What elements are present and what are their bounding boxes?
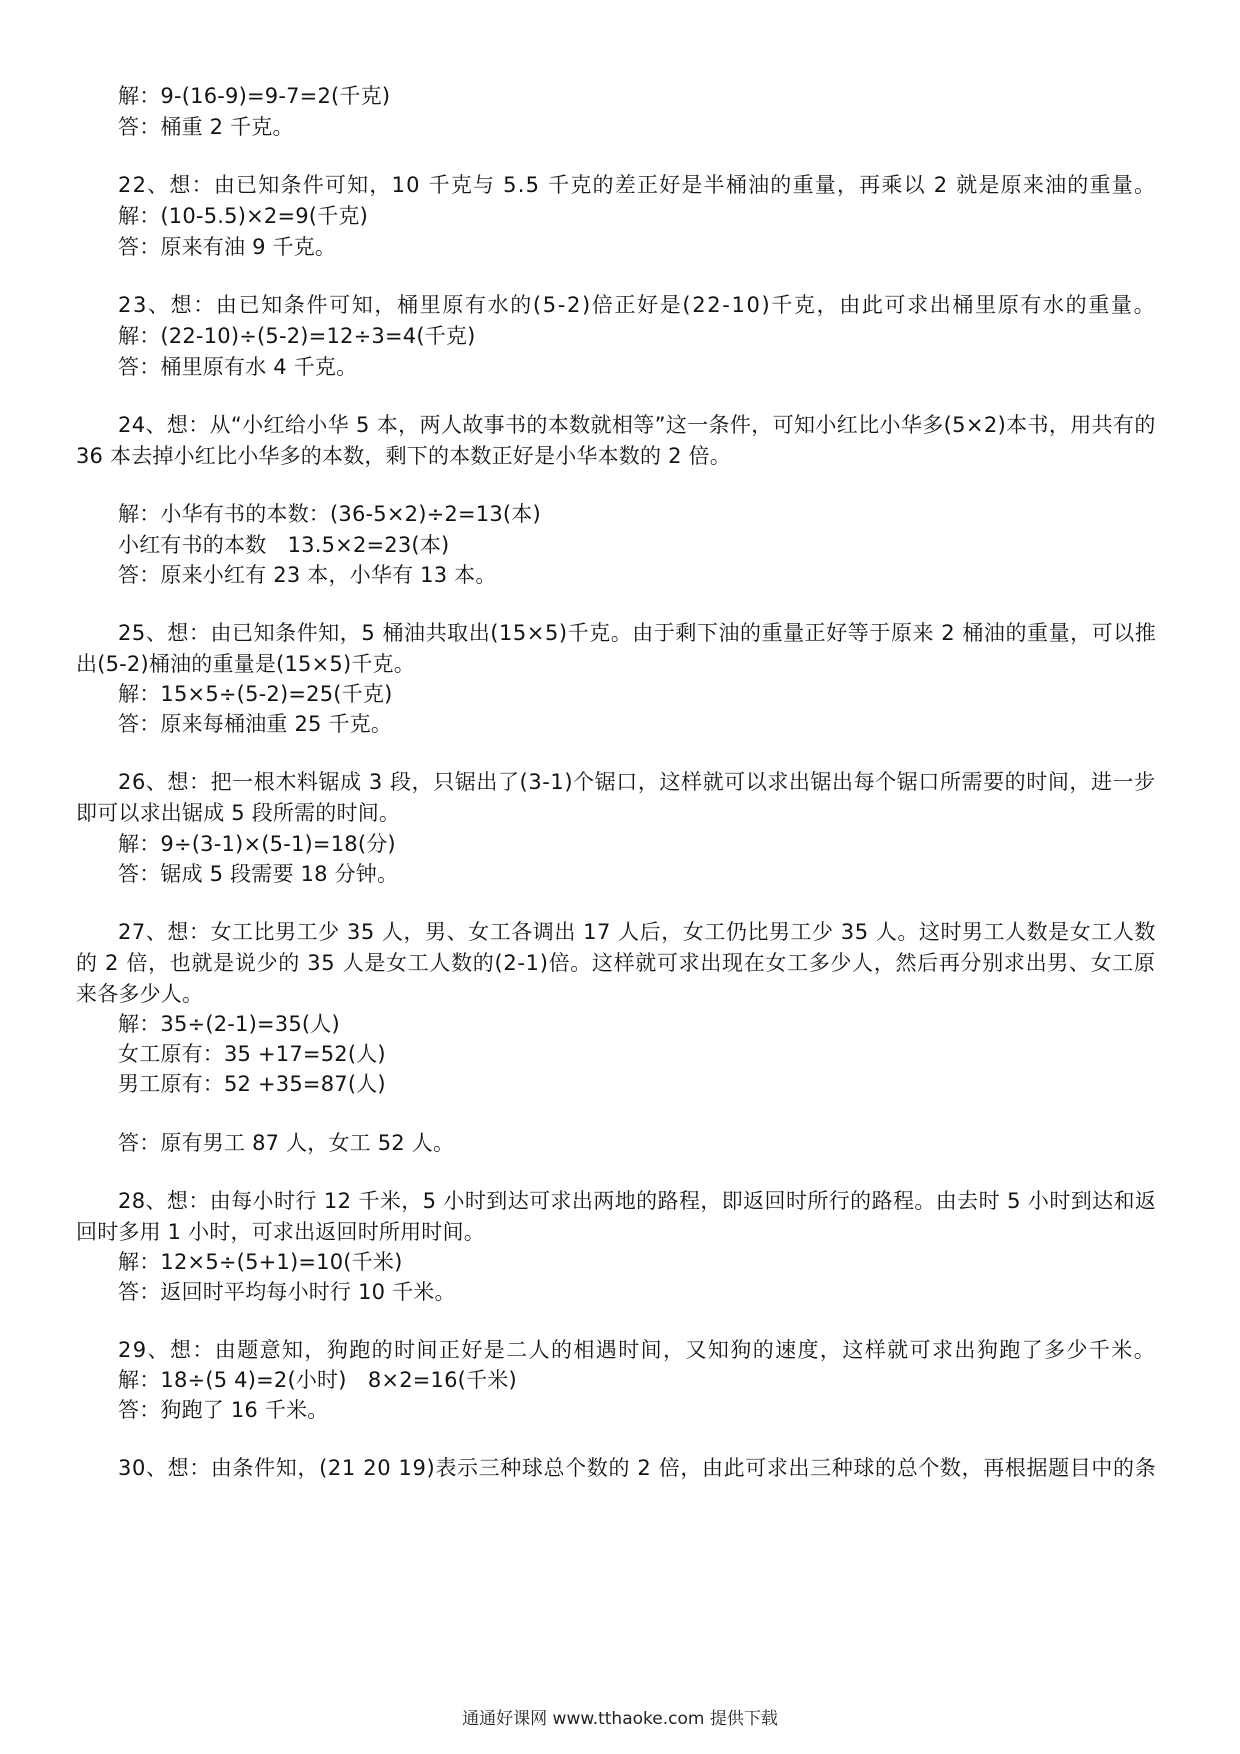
text-line: 36 本去掉小红比小华多的本数，剩下的本数正好是小华本数的 2 倍。	[76, 444, 731, 468]
text-line: 答：原来小红有 23 本，小华有 13 本。	[118, 563, 497, 587]
text-line: 25、想：由已知条件知，5 桶油共取出(15×5)千克。由于剩下油的重量正好等于原来 2 桶油的重量，可以推	[118, 621, 1157, 645]
text-line: 26、想：把一根木料锯成 3 段，只锯出了(3-1)个锯口，这样就可以求出锯出每个锯口所需要的时间，进一步	[118, 770, 1156, 794]
text-line: 解：12×5÷(5+1)=10(千米)	[118, 1250, 403, 1274]
text-line: 答：原来有油 9 千克。	[118, 235, 337, 259]
text-line: 回时多用 1 小时，可求出返回时所用时间。	[76, 1220, 485, 1244]
text-line: 答：返回时平均每小时行 10 千米。	[118, 1280, 456, 1304]
text-line: 24、想：从“小红给小华 5 本，两人故事书的本数就相等”这一条件，可知小红比小华多(5×2)本书，用共有的	[118, 413, 1156, 437]
text-line: 解：18÷(5 4)=2(小时) 8×2=16(千米)	[118, 1368, 517, 1392]
text-line: 解：(10-5.5)×2=9(千克)	[118, 204, 368, 228]
text-line: 女工原有：35 +17=52(人)	[118, 1042, 386, 1066]
page-footer: 通通好课网 www.tthaoke.com 提供下载	[462, 1709, 778, 1729]
text-line: 解：(22-10)÷(5-2)=12÷3=4(千克)	[118, 324, 476, 348]
text-line: 解：15×5÷(5-2)=25(千克)	[118, 682, 393, 706]
text-line: 答：桶里原有水 4 千克。	[118, 355, 358, 379]
text-line: 30、想：由条件知，(21 20 19)表示三种球总个数的 2 倍，由此可求出三种球的总个数，再根据题目中的条	[118, 1456, 1157, 1480]
text-line: 23、想：由已知条件可知，桶里原有水的(5-2)倍正好是(22-10)千克，由此可求出桶里原有水的重量。	[118, 293, 1157, 317]
text-line: 答：原来每桶油重 25 千克。	[118, 712, 393, 736]
text-line: 解：9-(16-9)=9-7=2(千克)	[118, 84, 391, 108]
text-line: 答：锯成 5 段需要 18 分钟。	[118, 862, 399, 886]
text-line: 小红有书的本数 13.5×2=23(本)	[118, 533, 450, 557]
text-line: 男工原有：52 +35=87(人)	[118, 1072, 386, 1096]
text-line: 来各多少人。	[76, 982, 204, 1006]
text-line: 出(5-2)桶油的重量是(15×5)千克。	[76, 652, 415, 676]
text-line: 即可以求出锯成 5 段所需的时间。	[76, 801, 401, 825]
text-line: 答：桶重 2 千克。	[118, 115, 294, 139]
text-line: 答：狗跑了 16 千米。	[118, 1398, 329, 1422]
text-line: 的 2 倍，也就是说少的 35 人是女工人数的(2-1)倍。这样就可求出现在女工多少人，然后再分别求出男、女工原	[76, 951, 1156, 975]
text-line: 解：35÷(2-1)=35(人)	[118, 1012, 340, 1036]
text-line: 解：小华有书的本数：(36-5×2)÷2=13(本)	[118, 502, 541, 526]
text-line: 22、想：由已知条件可知，10 千克与 5.5 千克的差正好是半桶油的重量，再乘以 2 就是原来油的重量。	[118, 173, 1157, 197]
text-line: 29、想：由题意知，狗跑的时间正好是二人的相遇时间，又知狗的速度，这样就可求出狗跑了多少千米。	[118, 1338, 1157, 1362]
text-line: 答：原有男工 87 人，女工 52 人。	[118, 1131, 455, 1155]
text-line: 28、想：由每小时行 12 千米，5 小时到达可求出两地的路程，即返回时所行的路程。由去时 5 小时到达和返	[118, 1189, 1157, 1213]
text-line: 解：9÷(3-1)×(5-1)=18(分)	[118, 832, 396, 856]
text-line: 27、想：女工比男工少 35 人，男、女工各调出 17 人后，女工仍比男工少 35 人。这时男工人数是女工人数	[118, 920, 1156, 944]
